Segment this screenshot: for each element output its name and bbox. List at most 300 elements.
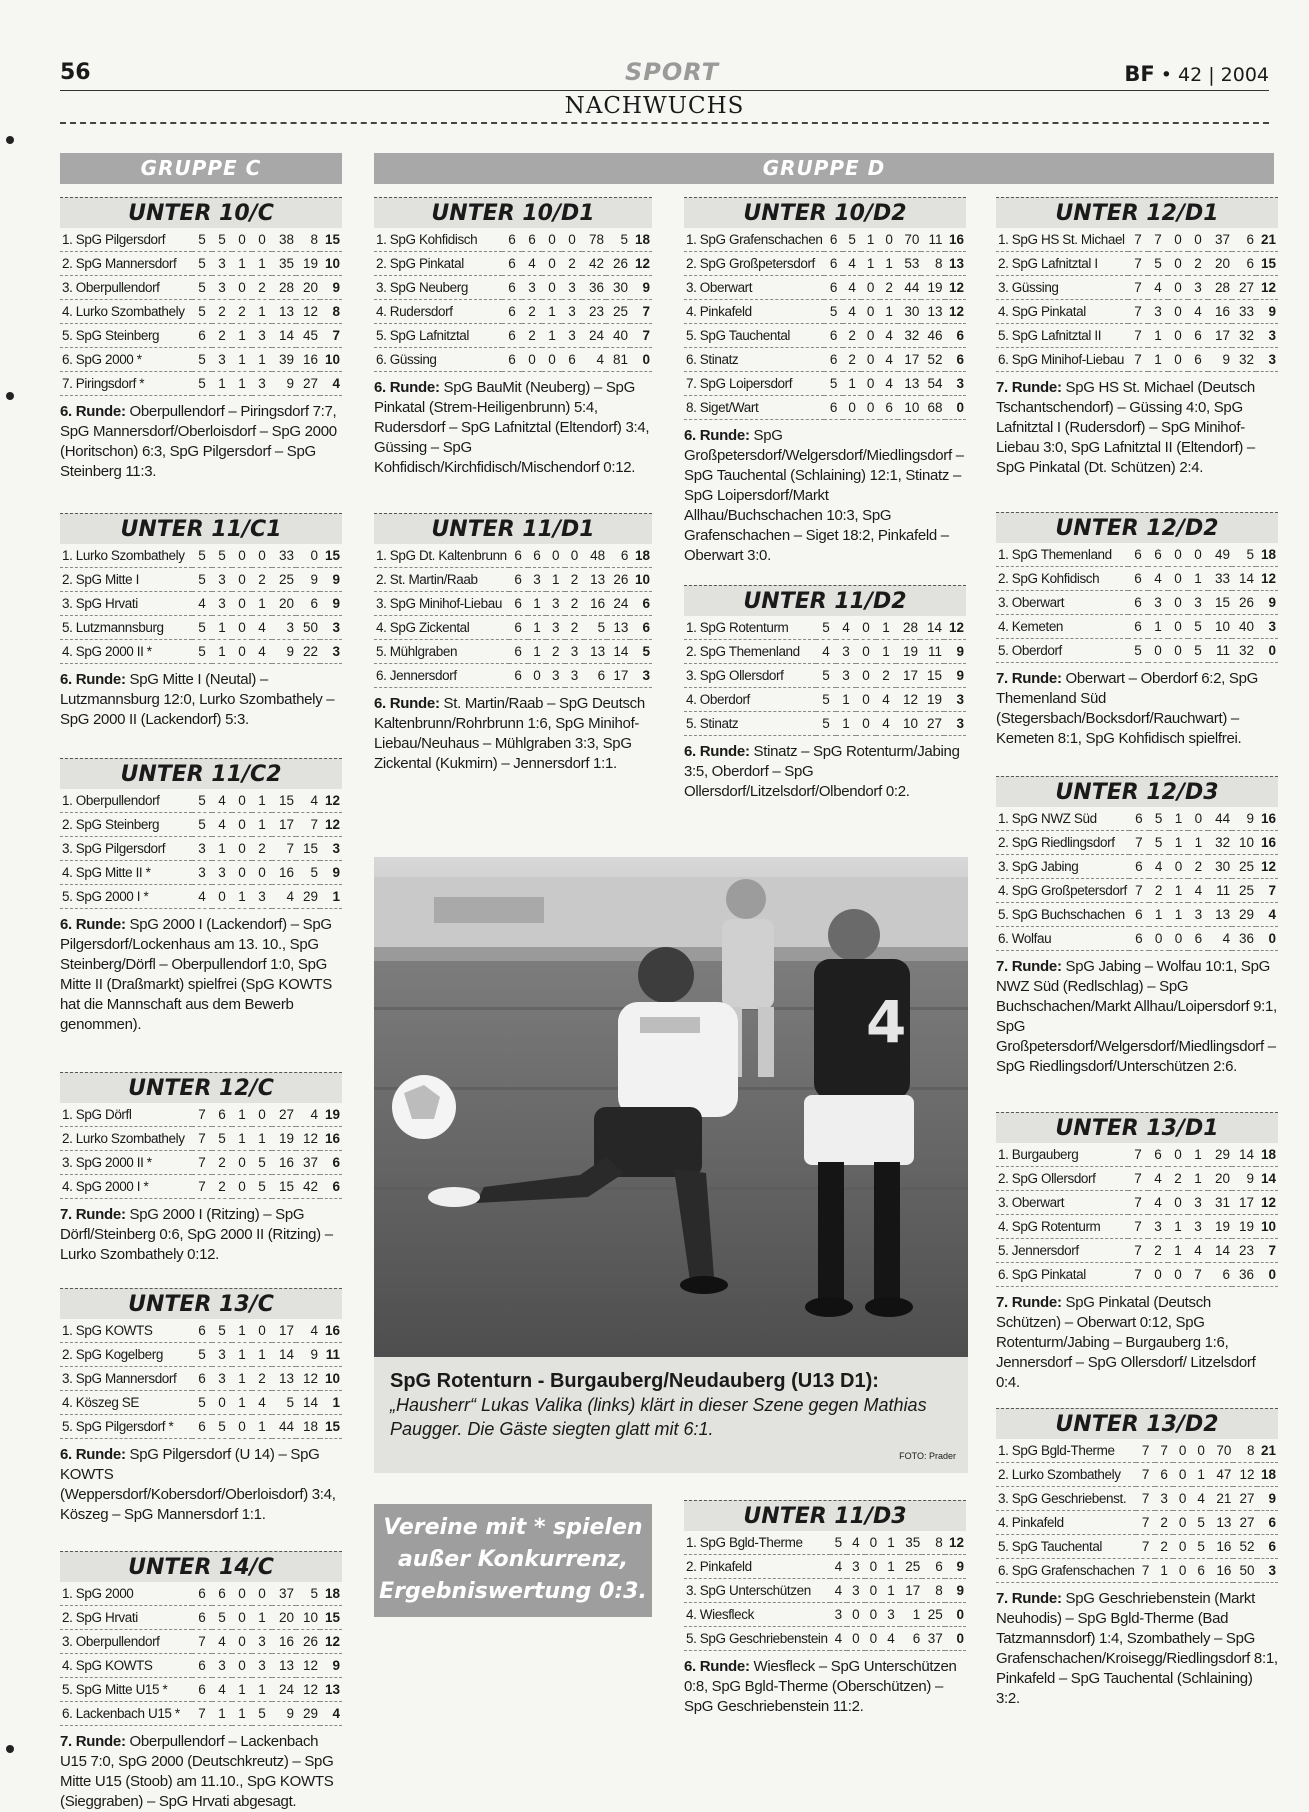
- losses: 1: [252, 1606, 272, 1630]
- goals-against: 19: [1232, 1215, 1256, 1239]
- losses: 5: [1188, 639, 1208, 663]
- points: 13: [945, 252, 967, 276]
- draws: 0: [232, 276, 252, 300]
- points: 21: [1257, 1439, 1279, 1463]
- team-name: 1. SpG Rotenturm: [684, 616, 816, 640]
- draws: 0: [861, 300, 879, 324]
- table-row: [60, 228, 342, 252]
- goals-for: 44: [272, 1415, 296, 1439]
- games-played: 6: [192, 1319, 212, 1343]
- team-name: 1. SpG Pilgersdorf: [60, 228, 192, 252]
- points: 3: [945, 372, 967, 396]
- games-played: 7: [192, 1175, 212, 1199]
- team-name: 3. Oberwart: [996, 1191, 1128, 1215]
- block-unter-10-d1: [374, 197, 652, 478]
- goals-for: 11: [1208, 879, 1232, 903]
- wins: 0: [212, 885, 232, 909]
- games-played: 6: [192, 1415, 212, 1439]
- goals-against: 5: [606, 228, 630, 252]
- team-name: 2. Pinkafeld: [684, 1555, 830, 1579]
- table-row: [60, 1582, 342, 1606]
- goals-against: 32: [1232, 348, 1256, 372]
- points: 18: [320, 1582, 342, 1606]
- draws: 0: [232, 1630, 252, 1654]
- draws: 2: [546, 640, 565, 664]
- wins: 2: [843, 348, 861, 372]
- goals-against: 68: [921, 396, 944, 420]
- table-row: [60, 592, 342, 616]
- round-text: Wiesfleck – SpG Unterschützen 0:8, SpG Bgld-Therme (Oberschützen) – SpG Geschriebenstein 11:2.: [684, 1658, 957, 1715]
- table-row: [684, 688, 966, 712]
- points: 12: [945, 276, 967, 300]
- team-name: 2. SpG Lafnitztal I: [996, 252, 1128, 276]
- goals-for: 13: [272, 300, 296, 324]
- points: 12: [944, 616, 966, 640]
- table-row: [996, 831, 1278, 855]
- table-title: UNTER 13/C: [60, 1288, 342, 1319]
- goals-against: 4: [296, 1103, 320, 1127]
- table-row: [684, 1555, 966, 1579]
- goals-for: 20: [272, 1606, 296, 1630]
- draws: 0: [1168, 615, 1188, 639]
- losses: 1: [252, 252, 272, 276]
- goals-against: 8: [922, 1531, 945, 1555]
- draws: 0: [856, 688, 876, 712]
- team-name: 5. SpG Tauchental: [996, 1535, 1136, 1559]
- goals-for: 13: [272, 1654, 296, 1678]
- losses: 6: [1192, 1559, 1210, 1583]
- games-played: 5: [192, 300, 212, 324]
- points: 9: [1257, 1487, 1279, 1511]
- wins: 6: [1148, 543, 1168, 567]
- table-row: [60, 372, 342, 396]
- photo-caption: [374, 1357, 968, 1473]
- losses: 4: [876, 688, 896, 712]
- standings-table: [996, 1439, 1278, 1583]
- draws: 0: [1168, 276, 1188, 300]
- draws: 1: [1169, 831, 1189, 855]
- round-text: SpG Geschriebenstein (Markt Neuhodis) – SpG Bgld-Therme (Bad Tatzmannsdorf) 1:4, Szombathely – SpG Grafenschachen/Kroisegg/Riedlingsdorf 8:1, Pinkafeld – SpG Tauchental (Schlaining) 3:2.: [996, 1590, 1278, 1707]
- losses: 4: [252, 616, 272, 640]
- wins: 1: [1148, 348, 1168, 372]
- goals-against: 25: [922, 1603, 945, 1627]
- wins: 1: [212, 1702, 232, 1726]
- team-name: 3. Güssing: [996, 276, 1128, 300]
- team-name: 2. SpG Hrvati: [60, 1606, 192, 1630]
- points: 0: [945, 396, 967, 420]
- losses: 3: [1188, 276, 1208, 300]
- team-name: 2. SpG Riedlingsdorf: [996, 831, 1129, 855]
- table-row: [60, 544, 342, 568]
- goals-against: 54: [921, 372, 944, 396]
- round-results: [60, 1445, 342, 1525]
- points: 3: [630, 664, 652, 688]
- draws: 1: [1169, 807, 1189, 831]
- games-played: 7: [1136, 1559, 1154, 1583]
- losses: 6: [880, 396, 898, 420]
- standings-table: [60, 1319, 342, 1439]
- wins: 2: [212, 1151, 232, 1175]
- losses: 2: [565, 592, 584, 616]
- goals-against: 19: [921, 276, 944, 300]
- table-row: [60, 300, 342, 324]
- goals-for: 20: [272, 592, 296, 616]
- points: 0: [1256, 639, 1278, 663]
- goals-for: 10: [898, 396, 921, 420]
- table-row: [374, 664, 652, 688]
- table-row: [374, 592, 652, 616]
- draws: 2: [232, 300, 252, 324]
- goals-for: 44: [1208, 807, 1232, 831]
- draws: 0: [1173, 1439, 1191, 1463]
- goals-for: 17: [898, 348, 921, 372]
- goals-against: 50: [1233, 1559, 1256, 1583]
- goals-against: 14: [920, 616, 944, 640]
- standings-table: [374, 228, 652, 372]
- points: 15: [320, 544, 342, 568]
- team-name: 1. SpG 2000: [60, 1582, 192, 1606]
- points: 15: [320, 1606, 342, 1630]
- team-name: 1. SpG Dt. Kaltenbrunn: [374, 544, 509, 568]
- goals-against: 8: [1233, 1439, 1256, 1463]
- games-played: 7: [1128, 1215, 1148, 1239]
- draws: 0: [856, 712, 876, 736]
- losses: 0: [252, 1103, 272, 1127]
- team-name: 3. SpG Geschriebenst.: [996, 1487, 1136, 1511]
- wins: 0: [522, 348, 542, 372]
- wins: 4: [212, 789, 232, 813]
- round-label: 6. Runde:: [684, 1658, 750, 1675]
- points: 12: [630, 252, 652, 276]
- losses: 1: [876, 640, 896, 664]
- goals-for: 33: [1208, 567, 1232, 591]
- goals-for: 70: [1210, 1439, 1233, 1463]
- points: 0: [630, 348, 652, 372]
- games-played: 7: [1128, 300, 1148, 324]
- table-row: [996, 252, 1278, 276]
- goals-against: 5: [296, 861, 320, 885]
- wins: 3: [836, 640, 856, 664]
- wins: 5: [843, 228, 861, 252]
- points: 7: [1256, 1239, 1278, 1263]
- goals-against: 10: [1232, 831, 1256, 855]
- goals-against: 14: [1232, 1143, 1256, 1167]
- games-played: 6: [192, 1606, 212, 1630]
- goals-for: 1: [900, 1603, 923, 1627]
- goals-for: 39: [272, 348, 296, 372]
- losses: 4: [880, 324, 898, 348]
- draws: 0: [1168, 543, 1188, 567]
- draws: 1: [1168, 1239, 1188, 1263]
- goals-for: 49: [1208, 543, 1232, 567]
- losses: 1: [1188, 1143, 1208, 1167]
- goals-for: 10: [896, 712, 920, 736]
- goals-for: 3: [272, 616, 296, 640]
- block-unter-11-d3: [684, 1500, 966, 1717]
- goals-for: 24: [272, 1678, 296, 1702]
- draws: 0: [1168, 1263, 1188, 1287]
- team-name: 5. Mühlgraben: [374, 640, 509, 664]
- table-row: [684, 664, 966, 688]
- team-name: 3. SpG Hrvati: [60, 592, 192, 616]
- round-text: Oberwart – Oberdorf 6:2, SpG Themenland Süd (Stegersbach/Bocksdorf/Rauchwart) – Kemeten 8:1, SpG Kohfidisch spielfrei.: [996, 670, 1259, 747]
- losses: 2: [1188, 252, 1208, 276]
- round-text: SpG 2000 I (Ritzing) – SpG Dörfl/Steinberg 0:6, SpG 2000 II (Ritzing) – Lurko Szombathely 0:12.: [60, 1206, 333, 1263]
- points: 9: [320, 568, 342, 592]
- games-played: 7: [1128, 252, 1148, 276]
- goals-against: 46: [921, 324, 944, 348]
- goals-for: 35: [900, 1531, 923, 1555]
- round-label: 6. Runde:: [60, 916, 126, 933]
- table-row: [996, 1239, 1278, 1263]
- games-played: 5: [192, 228, 212, 252]
- losses: 0: [252, 228, 272, 252]
- losses: 6: [1188, 348, 1208, 372]
- draws: 0: [232, 861, 252, 885]
- table-row: [60, 1103, 342, 1127]
- draws: 0: [232, 228, 252, 252]
- draws: 0: [1168, 348, 1188, 372]
- table-row: [60, 324, 342, 348]
- losses: 4: [882, 1627, 900, 1651]
- table-row: [374, 544, 652, 568]
- points: 12: [945, 1531, 966, 1555]
- table-row: [996, 615, 1278, 639]
- wins: 2: [212, 300, 232, 324]
- games-played: 6: [502, 276, 522, 300]
- wins: 3: [836, 664, 856, 688]
- round-label: 6. Runde:: [684, 743, 750, 760]
- block-unter-13-d2: [996, 1408, 1278, 1709]
- standings-table: [684, 616, 966, 736]
- goals-against: 22: [296, 640, 320, 664]
- points: 9: [945, 1555, 966, 1579]
- wins: 4: [1149, 855, 1169, 879]
- table-row: [60, 1391, 342, 1415]
- goals-for: 20: [1208, 1167, 1232, 1191]
- round-results: [684, 1657, 966, 1717]
- goals-for: 14: [1208, 1239, 1232, 1263]
- draws: 1: [542, 300, 562, 324]
- points: 10: [630, 568, 652, 592]
- table-row: [374, 300, 652, 324]
- goals-against: 0: [296, 544, 320, 568]
- losses: 1: [252, 348, 272, 372]
- note-line-1: Vereine mit * spielen: [383, 1515, 643, 1540]
- round-results: [60, 1732, 342, 1812]
- table-row: [684, 228, 966, 252]
- team-name: 8. Siget/Wart: [684, 396, 824, 420]
- round-results: [60, 1205, 342, 1265]
- games-played: 7: [192, 1103, 212, 1127]
- caption-body: „Hausherr“ Lukas Valika (links) klärt in dieser Szene gegen Mathias Paugger. Die Gäste siegten glatt mit 6:1.: [390, 1395, 927, 1439]
- goals-for: 16: [272, 1630, 296, 1654]
- games-played: 7: [1128, 324, 1148, 348]
- games-played: 6: [502, 348, 522, 372]
- goals-for: 4: [582, 348, 606, 372]
- table-row: [374, 568, 652, 592]
- team-name: 1. SpG Dörfl: [60, 1103, 192, 1127]
- round-text: Oberpullendorf – Lackenbach U15 7:0, SpG 2000 (Deutschkreutz) – SpG Mitte U15 (Stoob) am 11.10., SpG KOWTS (Sieggraben) – SpG Hrvati abgesagt.: [60, 1733, 334, 1810]
- draws: 0: [232, 789, 252, 813]
- draws: 0: [1168, 228, 1188, 252]
- losses: 6: [1188, 927, 1208, 951]
- team-name: 7. Piringsdorf *: [60, 372, 192, 396]
- draws: 1: [232, 885, 252, 909]
- goals-against: 9: [296, 568, 320, 592]
- goals-for: 28: [272, 276, 296, 300]
- team-name: 4. Oberdorf: [684, 688, 816, 712]
- goals-against: 25: [1232, 855, 1256, 879]
- losses: 4: [252, 1391, 272, 1415]
- losses: 2: [880, 276, 898, 300]
- points: 3: [944, 688, 966, 712]
- team-name: 5. SpG Tauchental: [684, 324, 824, 348]
- team-name: 3. SpG Neuberg: [374, 276, 502, 300]
- table-row: [684, 1627, 966, 1651]
- goals-for: 30: [1208, 855, 1232, 879]
- team-name: 3. SpG Minihof-Liebau: [374, 592, 509, 616]
- team-name: 4. SpG 2000 II *: [60, 640, 192, 664]
- goals-for: 9: [272, 640, 296, 664]
- table-row: [996, 1143, 1278, 1167]
- draws: 0: [232, 1175, 252, 1199]
- block-unter-11-c2: [60, 758, 342, 1035]
- games-played: 5: [192, 1343, 212, 1367]
- points: 10: [320, 348, 342, 372]
- team-name: 4. Lurko Szombathely: [60, 300, 192, 324]
- wins: 1: [1149, 903, 1169, 927]
- round-results: [684, 426, 966, 566]
- wins: 0: [843, 396, 861, 420]
- games-played: 4: [830, 1579, 848, 1603]
- table-row: [684, 640, 966, 664]
- draws: 0: [861, 396, 879, 420]
- table-row: [996, 591, 1278, 615]
- draws: 0: [1173, 1463, 1191, 1487]
- goals-against: 26: [296, 1630, 320, 1654]
- losses: 3: [1188, 903, 1208, 927]
- wins: 3: [847, 1579, 865, 1603]
- losses: 6: [562, 348, 582, 372]
- losses: 5: [252, 1151, 272, 1175]
- points: 12: [1256, 1191, 1278, 1215]
- losses: 1: [252, 1127, 272, 1151]
- table-row: [684, 372, 966, 396]
- goals-for: 11: [1208, 639, 1232, 663]
- games-played: 5: [192, 640, 212, 664]
- wins: 1: [1148, 615, 1168, 639]
- games-played: 5: [192, 348, 212, 372]
- team-name: 4. Pinkafeld: [684, 300, 824, 324]
- team-name: 1. SpG Kohfidisch: [374, 228, 502, 252]
- table-row: [374, 616, 652, 640]
- table-row: [996, 927, 1278, 951]
- losses: 1: [252, 1678, 272, 1702]
- goals-for: 32: [898, 324, 921, 348]
- goals-for: 70: [898, 228, 921, 252]
- points: 16: [320, 1319, 342, 1343]
- team-name: 6. Wolfau: [996, 927, 1129, 951]
- losses: 1: [252, 1343, 272, 1367]
- losses: 1: [252, 1415, 272, 1439]
- losses: 1: [1188, 1167, 1208, 1191]
- losses: 0: [1188, 228, 1208, 252]
- points: 18: [1256, 543, 1278, 567]
- note-line-3: Ergebniswertung 0:3.: [379, 1579, 647, 1604]
- draws: 0: [1168, 639, 1188, 663]
- games-played: 5: [192, 1391, 212, 1415]
- wins: 1: [212, 640, 232, 664]
- goals-against: 45: [296, 324, 320, 348]
- block-unter-13-c: [60, 1288, 342, 1525]
- games-played: 7: [192, 1127, 212, 1151]
- goals-against: 23: [1232, 1239, 1256, 1263]
- goals-against: 36: [1232, 1263, 1256, 1287]
- wins: 6: [212, 1103, 232, 1127]
- draws: 3: [546, 616, 565, 640]
- table-row: [60, 1654, 342, 1678]
- games-played: 4: [192, 885, 212, 909]
- team-name: 5. SpG 2000 I *: [60, 885, 192, 909]
- table-row: [60, 1630, 342, 1654]
- points: 16: [945, 228, 967, 252]
- wins: 3: [212, 276, 232, 300]
- round-text: SpG HS St. Michael (Deutsch Tschantschendorf) – Güssing 4:0, SpG Lafnitztal I (Rudersdorf) – SpG Minihof-Liebau 3:0, SpG Lafnitztal II (Eltendorf) – SpG Pinkatal (Dt. Schützen) 2:4.: [996, 379, 1255, 476]
- wins: 3: [1148, 591, 1168, 615]
- points: 4: [320, 372, 342, 396]
- goals-for: 19: [896, 640, 920, 664]
- draws: 0: [1168, 1143, 1188, 1167]
- round-text: Stinatz – SpG Rotenturm/Jabing 3:5, Oberdorf – SpG Ollersdorf/Litzelsdorf/Olbendorf 0:2.: [684, 743, 960, 800]
- table-row: [996, 1191, 1278, 1215]
- draws: 0: [542, 228, 562, 252]
- losses: 3: [562, 276, 582, 300]
- points: 0: [945, 1603, 966, 1627]
- goals-against: 5: [1232, 543, 1256, 567]
- table-row: [374, 252, 652, 276]
- table-row: [684, 616, 966, 640]
- wins: 1: [843, 372, 861, 396]
- wins: 7: [1148, 228, 1168, 252]
- goals-for: 16: [1210, 1535, 1233, 1559]
- points: 0: [1256, 927, 1278, 951]
- points: 4: [1256, 903, 1278, 927]
- goals-for: 24: [582, 324, 606, 348]
- wins: 3: [212, 592, 232, 616]
- games-played: 5: [192, 276, 212, 300]
- goals-for: 28: [1208, 276, 1232, 300]
- wins: 5: [212, 1606, 232, 1630]
- games-played: 6: [1129, 903, 1149, 927]
- table-row: [684, 1531, 966, 1555]
- goals-against: 6: [1232, 252, 1256, 276]
- points: 1: [320, 1391, 342, 1415]
- table-row: [996, 855, 1278, 879]
- goals-against: 32: [1232, 324, 1256, 348]
- goals-against: 15: [296, 837, 320, 861]
- wins: 2: [1155, 1535, 1173, 1559]
- wins: 0: [847, 1627, 865, 1651]
- team-name: 2. SpG Mitte I: [60, 568, 192, 592]
- note-line-2: außer Konkurrenz,: [397, 1547, 629, 1572]
- points: 15: [320, 1415, 342, 1439]
- team-name: 5. SpG Mitte U15 *: [60, 1678, 192, 1702]
- team-name: 1. SpG Grafenschachen: [684, 228, 824, 252]
- wins: 5: [1149, 831, 1169, 855]
- points: 19: [320, 1103, 342, 1127]
- draws: 0: [861, 372, 879, 396]
